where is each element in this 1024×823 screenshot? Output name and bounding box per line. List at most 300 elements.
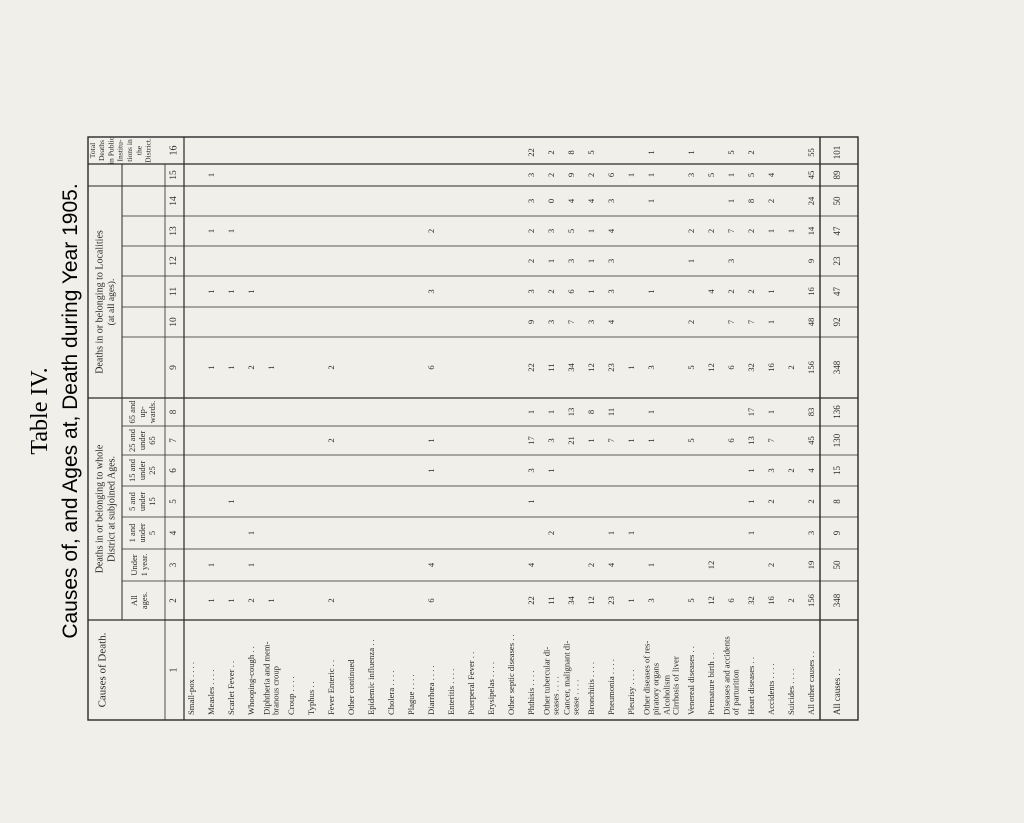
- table-row: [706, 173, 716, 715]
- table-row: [286, 676, 296, 715]
- cell-value: 9: [805, 258, 816, 264]
- table-row: [606, 172, 616, 715]
- cell-value: 3: [425, 289, 436, 294]
- table-row: [486, 662, 496, 715]
- ages-group-header-line: District at subjoined Ages.: [106, 455, 118, 563]
- cause-label: Small-pox . . . .: [185, 662, 196, 715]
- cell-value: 22: [525, 596, 536, 605]
- cell-value: 2: [685, 319, 696, 325]
- locality-column-number: 12: [169, 256, 180, 266]
- age-column-label: 5 and: [126, 492, 137, 511]
- cell-value: 9: [565, 172, 576, 178]
- cell-value: 3: [565, 258, 576, 264]
- cell-value: 4: [425, 562, 436, 568]
- cell-value: 2: [525, 228, 536, 234]
- cell-value: 1: [245, 289, 256, 294]
- cell-value: 1: [645, 409, 656, 415]
- table-row: [806, 148, 816, 715]
- cell-value: 6: [425, 365, 436, 370]
- cell-value: 3: [725, 258, 736, 264]
- table-row: [561, 150, 580, 715]
- table-row: [261, 365, 280, 715]
- cell-value: 4: [585, 198, 596, 204]
- cell-value: 5: [565, 228, 576, 234]
- cell-value: 23: [605, 363, 616, 372]
- cell-value: 7: [725, 319, 736, 325]
- age-column-label: under: [136, 491, 147, 512]
- cell-value: 32: [745, 363, 756, 372]
- age-column-label: 25 and: [126, 429, 137, 452]
- cell-value: 1: [205, 562, 216, 568]
- total-value: 15: [832, 466, 843, 475]
- table-row: [226, 229, 236, 715]
- cell-value: 1: [645, 562, 656, 568]
- cell-value: 21: [565, 436, 576, 445]
- cell-value: 16: [765, 363, 776, 372]
- cell-value: 1: [765, 409, 776, 415]
- cell-value: 1: [765, 289, 776, 294]
- table-row: [686, 150, 696, 715]
- cell-value: 1: [225, 289, 236, 294]
- cell-value: 2: [765, 562, 776, 568]
- table-row: [366, 639, 376, 715]
- cause-label: Cirrhosis of liver: [670, 656, 681, 715]
- cause-label: Epidemic influenza . .: [365, 639, 376, 715]
- cell-value: 1: [205, 289, 216, 294]
- table-row: [306, 681, 316, 715]
- cell-value: 17: [525, 436, 536, 445]
- total-value: 23: [832, 256, 843, 266]
- cell-value: 2: [245, 598, 256, 603]
- age-column-number: 5: [168, 499, 179, 504]
- age-column-number: 6: [168, 468, 179, 473]
- table-row: [386, 671, 396, 715]
- cause-label: Whooping-cough . .: [245, 646, 256, 715]
- cell-value: 1: [205, 172, 216, 178]
- cell-value: 4: [705, 289, 716, 294]
- cell-value: 6: [725, 438, 736, 443]
- cell-value: 2: [745, 150, 756, 155]
- cell-value: 1: [585, 438, 596, 443]
- age-column-number: 8: [168, 409, 179, 415]
- cell-value: 5: [745, 172, 756, 178]
- total-label: All causes . .: [832, 668, 843, 715]
- cell-value: 11: [545, 363, 556, 372]
- cell-value: 3: [525, 198, 536, 204]
- cell-value: 1: [645, 150, 656, 155]
- cell-value: 17: [745, 407, 756, 417]
- cause-label: branous croup: [270, 666, 281, 715]
- cell-value: 2: [705, 228, 716, 234]
- age-column-label: up-: [136, 406, 147, 418]
- cause-label: Other continued: [345, 659, 356, 715]
- cell-value: 2: [585, 172, 596, 178]
- cell-value: 11: [605, 407, 616, 417]
- cell-value: 11: [545, 596, 556, 605]
- cause-label: Enteritis . . . .: [445, 668, 456, 715]
- total-value: 8: [832, 499, 843, 504]
- ages-group-header-line: Deaths in or belonging to whole: [94, 444, 106, 574]
- cell-value: 7: [565, 319, 576, 325]
- age-column-number: 3: [168, 562, 179, 568]
- locality-column-number: 10: [169, 317, 180, 327]
- locality-column-number: 11: [169, 286, 180, 297]
- table-row: [186, 662, 196, 715]
- table-row: [661, 656, 680, 715]
- cause-label: Diseases and accidents: [721, 636, 732, 715]
- cell-value: 3: [545, 438, 556, 443]
- cause-label: sease . . . .: [570, 679, 581, 715]
- cell-value: 45: [805, 170, 816, 180]
- cell-value: 3: [525, 468, 536, 473]
- cell-value: 2: [425, 228, 436, 234]
- cell-value: 34: [565, 363, 576, 372]
- cell-value: 6: [605, 172, 616, 178]
- cell-value: 23: [605, 596, 616, 605]
- cell-value: 4: [805, 468, 816, 473]
- cell-value: 1: [725, 198, 736, 204]
- total-value: 9: [832, 530, 843, 536]
- cell-value: 1: [625, 438, 636, 443]
- age-column-label: All: [128, 595, 139, 606]
- cell-value: 1: [225, 499, 236, 504]
- cell-value: 14: [805, 226, 816, 236]
- age-column-number: 7: [168, 438, 179, 443]
- institutions-header-line: in Public: [106, 136, 116, 165]
- cell-value: 8: [585, 409, 596, 415]
- cell-value: 1: [205, 598, 216, 603]
- cell-value: 2: [545, 530, 556, 536]
- cell-value: 2: [525, 258, 536, 264]
- cell-value: 12: [705, 363, 716, 372]
- age-column-label: under: [136, 523, 147, 543]
- cell-value: 0: [545, 198, 556, 204]
- total-value: 101: [832, 145, 843, 160]
- table-border: [88, 137, 858, 720]
- cell-value: 2: [325, 598, 336, 603]
- page-heading: [27, 183, 82, 638]
- cause-label: Other septic diseases . .: [505, 634, 516, 715]
- cell-value: 45: [805, 436, 816, 445]
- cell-value: 1: [225, 228, 236, 234]
- cell-value: 2: [545, 150, 556, 155]
- cell-value: 3: [685, 172, 696, 178]
- cause-label: Phthisis . . . .: [525, 670, 536, 715]
- cause-label: Other tubercular di-: [541, 646, 552, 715]
- cell-value: 3: [605, 289, 616, 294]
- cell-value: 1: [425, 438, 436, 443]
- cause-label: Accidents . . . .: [765, 663, 776, 715]
- cell-value: 1: [605, 530, 616, 536]
- cause-label: All other causes . .: [805, 651, 816, 715]
- age-column-label: Under: [128, 554, 139, 576]
- locality-column-number: 13: [169, 226, 180, 236]
- institutions-header-line: Deaths: [97, 139, 107, 162]
- cell-value: 5: [685, 365, 696, 370]
- table-row: [586, 150, 596, 715]
- table-label: Table IV.: [27, 367, 53, 455]
- cell-value: 4: [765, 172, 776, 178]
- cell-value: 8: [565, 150, 576, 155]
- cell-value: 3: [645, 365, 656, 370]
- total-value: 348: [832, 360, 843, 375]
- cell-value: 1: [625, 598, 636, 603]
- cause-label: Scarlet Fever . .: [225, 660, 236, 715]
- table-row: [406, 674, 416, 715]
- cell-value: 6: [565, 289, 576, 294]
- cell-value: 2: [545, 289, 556, 294]
- cell-value: 156: [805, 594, 816, 607]
- cell-value: 83: [805, 407, 816, 417]
- cell-value: 1: [265, 365, 276, 370]
- age-column-label: 1 year.: [138, 553, 149, 577]
- cause-label: Pleurisy . . . .: [625, 669, 636, 715]
- cell-value: 1: [525, 409, 536, 415]
- cell-value: 1: [645, 198, 656, 204]
- cell-value: 1: [265, 598, 276, 603]
- cause-label: Croup . . . .: [285, 676, 296, 715]
- cause-label: Erysipelas . . . .: [485, 662, 496, 715]
- cell-value: 1: [625, 530, 636, 536]
- cell-value: 2: [745, 228, 756, 234]
- age-column-label: 65: [146, 436, 157, 445]
- cell-value: 1: [225, 598, 236, 603]
- institutions-column-number: 16: [168, 145, 180, 156]
- total-value: 47: [832, 287, 843, 296]
- table-row: [526, 148, 536, 715]
- cell-value: 1: [585, 258, 596, 264]
- cell-value: 1: [645, 438, 656, 443]
- cause-label: Pneumonia . . . .: [605, 659, 616, 715]
- cell-value: 3: [605, 258, 616, 264]
- cell-value: 13: [745, 436, 756, 445]
- cell-value: 7: [765, 438, 776, 443]
- cell-value: 22: [525, 148, 536, 157]
- cause-label: Diphtheria and mem-: [261, 641, 272, 715]
- cell-value: 4: [525, 562, 536, 568]
- mortality-table: [88, 136, 858, 720]
- cell-value: 1: [745, 530, 756, 536]
- cell-value: 5: [725, 150, 736, 155]
- cell-value: 1: [585, 289, 596, 294]
- cell-value: 3: [645, 598, 656, 603]
- cell-value: 1: [625, 365, 636, 370]
- cause-label: Fever Enteric . .: [325, 659, 336, 715]
- cell-value: 2: [325, 438, 336, 443]
- cell-value: 2: [785, 598, 796, 603]
- total-value: 89: [832, 170, 843, 180]
- cell-value: 1: [425, 468, 436, 473]
- cause-label: Cholera . . . .: [385, 670, 396, 715]
- cell-value: 1: [545, 258, 556, 264]
- cell-value: 34: [565, 596, 576, 605]
- institutions-header-line: District.: [143, 138, 153, 163]
- cause-label: Suicides . . . .: [785, 668, 796, 715]
- cause-label: Premature birth . .: [705, 652, 716, 715]
- cause-label: Cancer, malignant di-: [561, 640, 572, 715]
- table-row: [506, 634, 516, 715]
- cell-value: 16: [805, 287, 816, 296]
- table-row: [641, 150, 660, 715]
- total-value: 92: [832, 317, 843, 327]
- total-value: 130: [832, 433, 843, 448]
- table-row: [426, 229, 436, 715]
- table-row: [466, 652, 476, 715]
- cause-label: Other diseases of res-: [641, 640, 652, 715]
- total-value: 50: [832, 196, 843, 206]
- cell-value: 1: [245, 562, 256, 568]
- table-title: Causes of, and Ages at, Death during Year 1905.: [59, 183, 82, 639]
- age-column-label: wards.: [146, 400, 157, 424]
- cell-value: 2: [805, 499, 816, 504]
- cause-label: Plague . . . .: [405, 674, 416, 715]
- institutions-header-line: the: [134, 145, 144, 156]
- cell-value: 5: [685, 438, 696, 443]
- cell-value: 2: [545, 172, 556, 178]
- cell-value: 55: [805, 148, 816, 157]
- cell-value: 12: [585, 363, 596, 372]
- total-value: 136: [832, 405, 843, 419]
- cell-value: 3: [525, 289, 536, 294]
- cell-value: 4: [605, 228, 616, 234]
- table-row: [446, 669, 456, 715]
- cell-value: 1: [245, 530, 256, 536]
- cell-value: 19: [805, 560, 816, 570]
- cell-value: 1: [745, 468, 756, 473]
- cell-value: 4: [605, 562, 616, 568]
- cell-value: 1: [645, 289, 656, 294]
- cell-value: 16: [765, 596, 776, 605]
- cell-value: 156: [805, 361, 816, 374]
- table-row: [786, 229, 796, 715]
- total-row: [832, 146, 842, 715]
- cell-value: 1: [765, 228, 776, 234]
- table-row: [541, 150, 560, 715]
- cell-value: 4: [565, 198, 576, 204]
- cell-value: 5: [705, 172, 716, 178]
- age-column-label: 65 and: [126, 400, 137, 424]
- cell-value: 2: [245, 365, 256, 370]
- cell-value: 1: [585, 228, 596, 234]
- total-value: 348: [832, 593, 843, 608]
- cell-value: 1: [785, 228, 796, 234]
- cell-value: 3: [605, 198, 616, 204]
- cell-value: 3: [805, 530, 816, 536]
- cell-value: 12: [705, 560, 716, 570]
- cell-value: 3: [765, 468, 776, 473]
- cell-value: 2: [585, 562, 596, 568]
- cause-label: seases . . . .: [550, 676, 561, 715]
- cause-label: Measles . . . .: [205, 669, 216, 715]
- locality-column-number: 15: [169, 170, 180, 180]
- age-column-label: under: [136, 430, 147, 451]
- cause-label: Alcoholism: [661, 674, 672, 715]
- cell-value: 5: [585, 150, 596, 155]
- cause-label: of parturition: [730, 669, 741, 715]
- cell-value: 2: [785, 468, 796, 473]
- table-row: [246, 289, 256, 715]
- age-column-label: 15: [146, 497, 157, 506]
- age-column-label: 1 and: [126, 523, 137, 543]
- locality-column-number: 14: [169, 196, 180, 206]
- cell-value: 22: [525, 363, 536, 372]
- age-column-number: 2: [168, 598, 179, 603]
- cell-value: 24: [805, 196, 816, 206]
- table-row: [746, 150, 756, 715]
- age-column-label: 15 and: [126, 459, 137, 482]
- age-column-label: under: [136, 460, 147, 481]
- cell-value: 32: [745, 596, 756, 605]
- table-row: [346, 659, 356, 715]
- cell-value: 12: [705, 596, 716, 605]
- cell-value: 5: [685, 598, 696, 603]
- cell-value: 1: [225, 365, 236, 370]
- cell-value: 3: [545, 319, 556, 325]
- table-row: [766, 172, 776, 715]
- cell-value: 7: [725, 228, 736, 234]
- cell-value: 1: [205, 365, 216, 370]
- cause-label: Heart diseases . .: [745, 657, 756, 715]
- cell-value: 2: [685, 228, 696, 234]
- table-row: [721, 150, 740, 715]
- cause-label: Puerperal Fever . .: [465, 651, 476, 715]
- localities-group-header-line: Deaths in or belonging to Localities: [94, 230, 106, 374]
- locality-column-number: 9: [169, 365, 180, 370]
- cell-value: 3: [545, 228, 556, 234]
- cell-value: 3: [585, 319, 596, 325]
- cause-label: Venereal diseases . .: [685, 646, 696, 715]
- age-column-label: ages.: [138, 591, 149, 610]
- cell-value: 1: [745, 499, 756, 504]
- cell-value: 1: [685, 150, 696, 155]
- cell-value: 12: [585, 596, 596, 605]
- cell-value: 2: [745, 289, 756, 294]
- cell-value: 2: [765, 198, 776, 204]
- cell-value: 2: [325, 365, 336, 370]
- cell-value: 1: [205, 228, 216, 234]
- total-value: 47: [832, 226, 843, 236]
- cell-value: 1: [645, 172, 656, 178]
- table-row: [326, 365, 336, 715]
- cell-value: 3: [525, 172, 536, 178]
- causes-column-number: 1: [168, 667, 180, 673]
- cell-value: 1: [625, 172, 636, 178]
- cell-value: 1: [545, 468, 556, 473]
- cell-value: 2: [785, 365, 796, 370]
- cell-value: 1: [725, 172, 736, 178]
- localities-group-header-line: (at all ages).: [107, 278, 118, 326]
- cause-label: Typhus . .: [305, 681, 316, 715]
- age-column-label: 25: [146, 466, 157, 475]
- cell-value: 6: [725, 365, 736, 370]
- age-column-number: 4: [168, 530, 179, 536]
- cause-label: Bronchitis . . . .: [585, 662, 596, 715]
- causes-header: Causes of Death.: [96, 632, 109, 708]
- cell-value: 7: [745, 319, 756, 325]
- cell-value: 13: [565, 407, 576, 417]
- institutions-header-line: Total: [87, 142, 97, 159]
- cell-value: 8: [745, 198, 756, 204]
- total-value: 50: [832, 560, 843, 570]
- table-row: [626, 173, 636, 715]
- institutions-header-line: Institu-: [115, 139, 125, 162]
- cell-value: 2: [765, 499, 776, 504]
- cell-value: 48: [805, 317, 816, 327]
- table-row: [206, 173, 216, 715]
- cell-value: 1: [685, 258, 696, 264]
- cell-value: 7: [605, 438, 616, 443]
- cell-value: 2: [725, 289, 736, 294]
